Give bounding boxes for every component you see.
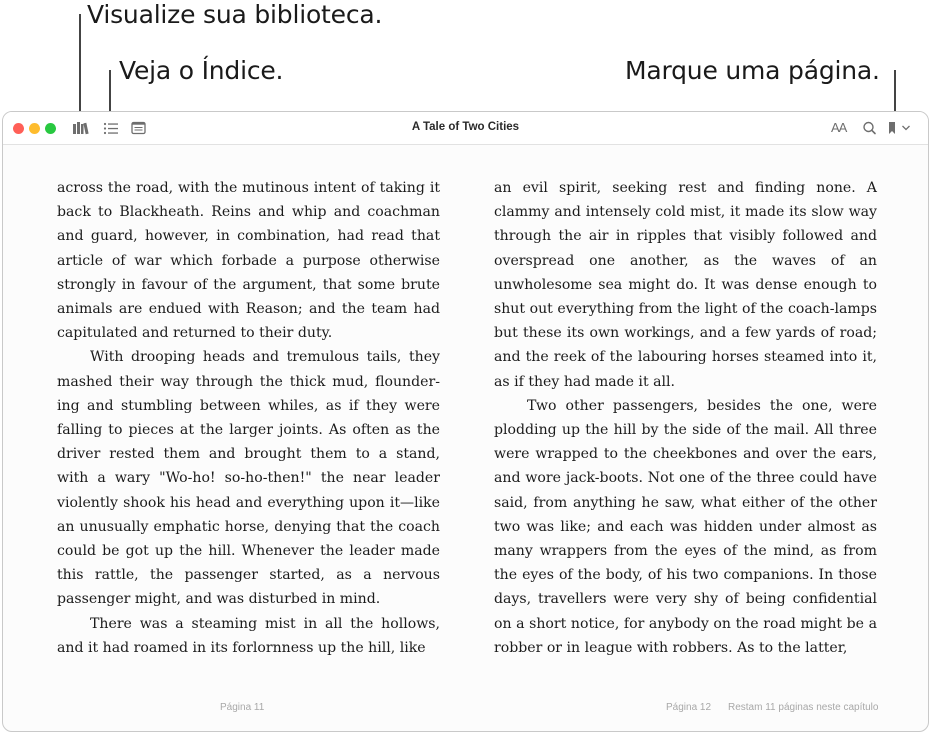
right-paragraph: Two other passengers, besides the one, were plodding up the hill by the side of the mail. All three were wrapped to the cheekbones and over the ears, and wore jack-boots. Not one of the three could have said, from anything he saw, what either of the other two was like; and each was hidden under almost as many wrappers from the eyes of the mind, as from the eyes of the body, of his two companions. In those days, travellers were very shy of being confidential on a short notice, for anybody on the road might be a robber or in league with robbers. As to the latter, bbox=[494, 397, 877, 656]
left-paragraph: There was a steaming mist in all the hollows, and it had roamed in its forlornness up the hill, like bbox=[57, 615, 440, 656]
window-title: A Tale of Two Cities bbox=[411, 121, 520, 133]
left-page bbox=[57, 176, 440, 660]
chevron-down-icon[interactable] bbox=[900, 120, 912, 136]
callout-bookmark: Marque uma página. bbox=[625, 56, 880, 85]
pages-left-in-chapter: Restam 11 páginas neste capítulo bbox=[728, 702, 879, 713]
left-paragraph: across the road, with the mutinous intent of taking it back to Blackheath. Reins and whip and coachman and guard, however, in combination, had read that article of war which forbade a purpose otherwise strongly in favour of the argument, that some brute animals are endued with Reason; and the team had capitulated and returned to their duty. bbox=[57, 180, 440, 342]
font-size-icon[interactable]: AA bbox=[831, 120, 847, 135]
right-page bbox=[494, 176, 877, 660]
right-page-number: Página 12 bbox=[666, 702, 712, 713]
callout-library: Visualize sua biblioteca. bbox=[87, 0, 383, 29]
titlebar bbox=[3, 112, 928, 145]
left-paragraph: With drooping heads and tremulous tails, they mashed their way through the thick mud, flounder-ing and stumbling between whiles, as if they were falling to pieces at the larger joints. As often as the driver rested them and brought them to a stand, with a wary "Wo-ho! so-ho-then!" the near leader violently shook his head and everything upon it—like an unusually emphatic horse, denying that the coach could be got up the hill. Whenever the leader made this rattle, the passenger started, as a nervous passenger might, and was disturbed in mind. bbox=[57, 349, 440, 608]
books-window bbox=[2, 111, 929, 732]
callout-library-line bbox=[79, 14, 81, 118]
right-paragraph: an evil spirit, seeking rest and finding none. A clammy and intensely cold mist, it made its slow way through the air in ripples that visibly followed and overspread one another, as the waves of an unwholesome sea might do. It was dense enough to shut out everything from the light of the coach-lamps but these its own workings, and a few yards of road; and the reek of the labouring horses steamed into it, as if they had made it all. bbox=[494, 180, 877, 390]
search-icon[interactable] bbox=[861, 120, 879, 136]
callout-toc: Veja o Índice. bbox=[119, 56, 284, 85]
bookmark-icon[interactable] bbox=[887, 120, 897, 136]
left-page-number: Página 11 bbox=[220, 702, 265, 713]
